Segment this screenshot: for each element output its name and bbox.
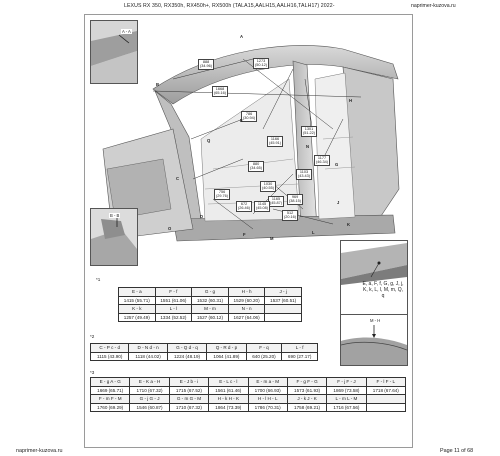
- inset-b-label: B - B: [110, 213, 120, 218]
- callout-6: 1301 (51.22): [303, 127, 316, 136]
- table-cell: J - j: [265, 288, 302, 297]
- table-cell: H - h: [228, 288, 265, 297]
- table-cell: 1669 (65.71): [91, 386, 130, 395]
- table-cell: 1529 (60.20): [228, 296, 265, 305]
- point-label: J: [337, 200, 340, 205]
- table-cell: 640 (25.20): [246, 352, 282, 361]
- table-cell: L - m L - M: [327, 395, 366, 404]
- inset-mh-label: M - H: [370, 318, 381, 323]
- table-cell: [265, 305, 302, 314]
- point-label: K: [347, 222, 351, 227]
- inset-m-h: [340, 314, 408, 366]
- table-cell: [366, 403, 405, 412]
- table1-note: *1: [96, 277, 101, 282]
- point-label: N: [306, 144, 310, 149]
- table-cell: L - l: [155, 305, 192, 314]
- table-cell: 1710 (67.32): [130, 386, 169, 395]
- table-cell: G - j G - J: [130, 395, 169, 404]
- table-cell: 1257 (49.49): [119, 313, 156, 322]
- table-cell: F - l F - L: [366, 378, 405, 387]
- table-cell: 1561 (61.46): [209, 386, 248, 395]
- table-cell: 1760 (69.29): [91, 403, 130, 412]
- table-cell: C - P c - d: [91, 344, 129, 353]
- table-cell: 1532 (60.31): [192, 296, 229, 305]
- table-cell: Q - R d - p: [207, 344, 246, 353]
- table3-note: *3: [90, 370, 95, 375]
- table-cell: 1537 (60.51): [265, 296, 302, 305]
- table-cell: 1700 (66.93): [248, 386, 287, 395]
- table-cell: E - K a - H: [130, 378, 169, 387]
- callout-3: 1668 (65.16): [214, 87, 227, 96]
- table-cell: F - m F - M: [91, 395, 130, 404]
- table-cell: F - g F - G: [287, 378, 326, 387]
- table-cell: D - N d - n: [129, 344, 167, 353]
- table-cell: 1224 (48.19): [167, 352, 206, 361]
- table-cell: H - k H - K: [209, 395, 248, 404]
- point-label: Q: [207, 138, 211, 143]
- table-cell: 1715 (67.52): [169, 386, 208, 395]
- legend-text: E, a, F, f, G, g, J, j, K, k, L, l, M, m, Q, q: [362, 281, 404, 299]
- table-cell: J - k J - K: [287, 395, 326, 404]
- table-cell: F - q: [246, 344, 282, 353]
- table-cell: 1573 (61.93): [287, 386, 326, 395]
- callout-5: 1166 (45.91): [269, 137, 282, 146]
- table-cell: 1758 (69.21): [287, 403, 326, 412]
- table-cell: E - m a - M: [248, 378, 287, 387]
- point-label: F: [243, 232, 246, 237]
- table-cell: G - m G - M: [169, 395, 208, 404]
- point-label: D: [200, 214, 204, 219]
- table-1: [118, 287, 302, 322]
- table-cell: 1627 (64.06): [228, 313, 265, 322]
- callout-8: 1177 (46.34): [316, 156, 329, 165]
- table-cell: 1786 (70.31): [248, 403, 287, 412]
- table-cell: 1064 (41.89): [207, 352, 246, 361]
- table-cell: L - f: [282, 344, 318, 353]
- point-label: G: [335, 162, 339, 167]
- table-cell: N - n: [228, 305, 265, 314]
- table-cell: 1710 (67.32): [169, 403, 208, 412]
- callout-4: 786 (30.94): [243, 112, 256, 121]
- table-cell: F - j F - J: [327, 378, 366, 387]
- callout-14: 969 (38.15): [289, 195, 302, 204]
- car-body-drawing: [93, 19, 407, 271]
- callout-12: 756 (29.76): [216, 190, 229, 199]
- table-cell: [265, 313, 302, 322]
- table-cell: F - f: [155, 288, 192, 297]
- table-cell: 1334 (52.52): [155, 313, 192, 322]
- table-cell: G - g: [192, 288, 229, 297]
- point-label: M: [270, 236, 274, 241]
- header-site: naprimer-kuzova.ru: [411, 3, 456, 9]
- callout-9: 1030 (40.55): [262, 182, 275, 191]
- callout-11: 1165 (45.87): [270, 197, 283, 206]
- table-cell: G - Q d - q: [167, 344, 206, 353]
- table-cell: 1415 (55.71): [119, 296, 156, 305]
- table-cell: 1118 (44.02): [129, 352, 167, 361]
- inset-section-a: [90, 20, 138, 84]
- point-label: O: [168, 226, 172, 231]
- table-cell: 1115 (43.90): [91, 352, 129, 361]
- table-cell: 1546 (60.87): [130, 403, 169, 412]
- header-title: LEXUS RX 350, RX350h, RX450h+, RX500h (TALA15,AALH15,AALH16,TALH17) 2022-: [124, 3, 335, 9]
- table-cell: 1527 (60.12): [192, 313, 229, 322]
- car-body-diagram: [93, 19, 407, 271]
- point-label: E: [240, 118, 243, 123]
- table-cell: 690 (27.17): [282, 352, 318, 361]
- point-label: C: [176, 176, 180, 181]
- inset-section-b: [90, 208, 138, 266]
- point-label: A: [240, 34, 244, 39]
- table-cell: E - g A - G: [91, 378, 130, 387]
- inset-a-label: A - A: [122, 29, 131, 34]
- table-cell: 1551 (61.06): [155, 296, 192, 305]
- table-cell: E - J b - i: [169, 378, 208, 387]
- point-label: H: [349, 98, 353, 103]
- callout-16: 512 (20.16): [284, 211, 297, 220]
- footer-site: naprimer-kuzova.ru: [16, 448, 63, 454]
- point-label: L: [312, 230, 315, 235]
- callout-13: 672 (26.46): [238, 202, 251, 211]
- footer-page: Page 11 of 68: [440, 448, 474, 454]
- callout-10: 1103 (43.43): [298, 170, 311, 179]
- table2-note: *2: [90, 334, 95, 339]
- table-cell: E - L c - l: [209, 378, 248, 387]
- table-cell: 1718 (67.64): [366, 386, 405, 395]
- table-2: [90, 343, 318, 361]
- point-label: B: [156, 82, 160, 87]
- table-cell: 1869 (73.58): [327, 386, 366, 395]
- table-cell: 1716 (67.56): [327, 403, 366, 412]
- callout-2: 1273 (50.12): [255, 59, 268, 68]
- table-cell: E - a: [119, 288, 156, 297]
- table-cell: H - l H - L: [248, 395, 287, 404]
- table-cell: K - k: [119, 305, 156, 314]
- table-cell: [366, 395, 405, 404]
- table-3: [90, 377, 406, 412]
- callout-15: 1145 (45.08): [256, 202, 269, 211]
- table-cell: M - m: [192, 305, 229, 314]
- callout-7: 880 (34.65): [250, 162, 263, 171]
- callout-1: 888 (34.96): [200, 60, 213, 69]
- table-cell: 1864 (73.39): [209, 403, 248, 412]
